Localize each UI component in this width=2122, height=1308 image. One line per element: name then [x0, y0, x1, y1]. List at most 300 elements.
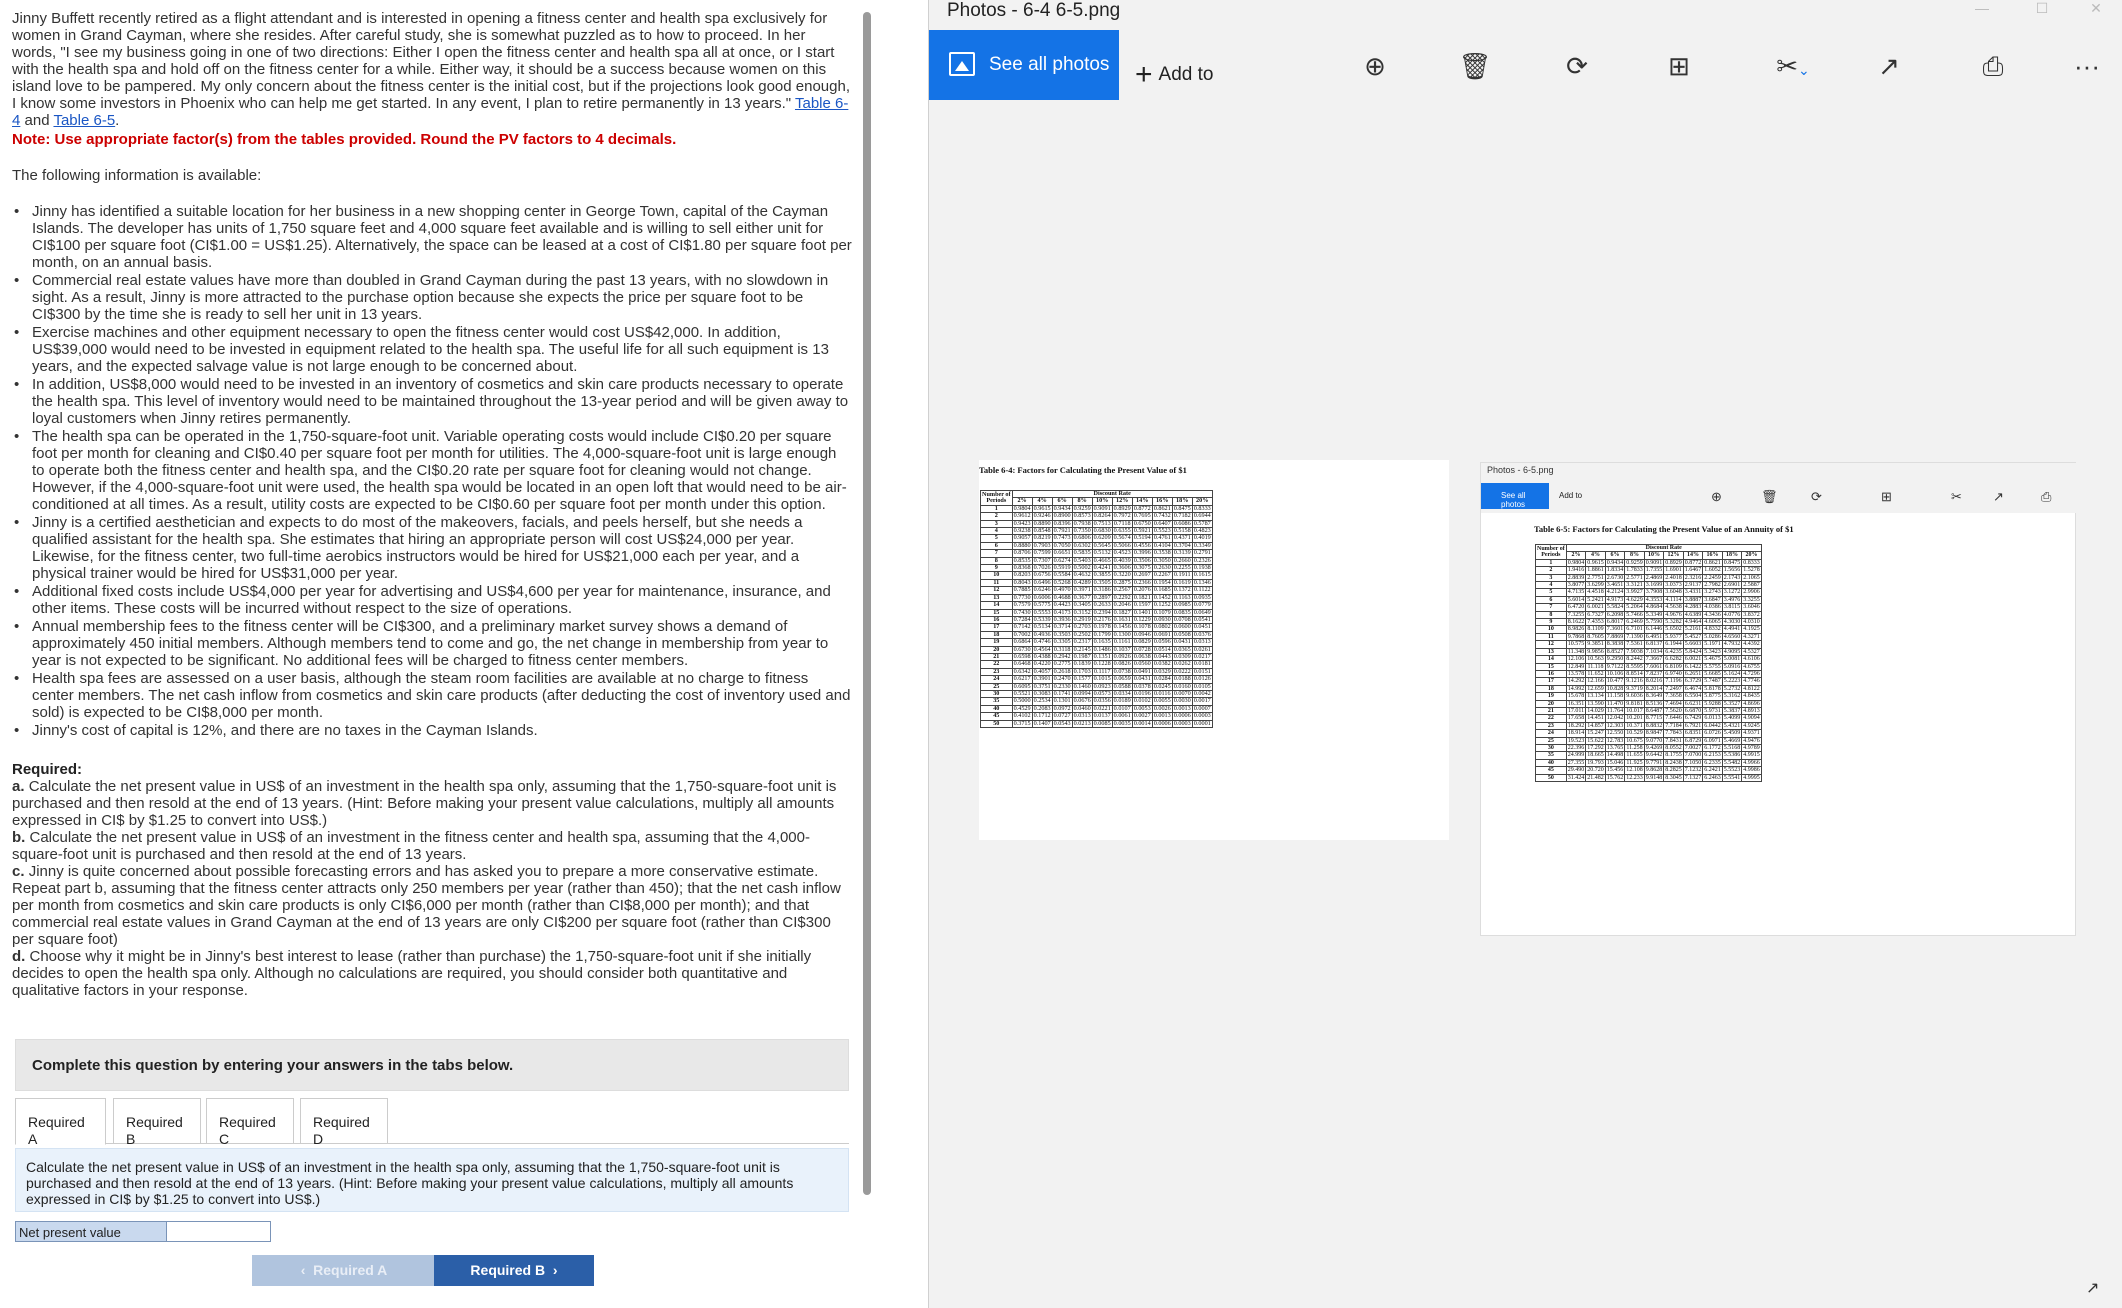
factor-cell: 4.9676	[1665, 611, 1682, 618]
factor-cell: 0.7432	[1153, 512, 1171, 520]
factor-cell: 0.1597	[1133, 601, 1151, 609]
table-row	[1536, 700, 1762, 707]
more-icon[interactable]: ···	[2074, 51, 2100, 81]
factor-cell: 0.4632	[1073, 571, 1091, 579]
chevron-right-icon: ›	[545, 1262, 558, 1278]
info-item: • Jinny is a certified aesthetician and expects to do most of the makeovers, facials, and peels herself, but she needs a qualified assistant for the health spa. She estimates that hiring an appropriate person will cost US$24,000 per year. Likewise, for the fitness center, two full-time aerobics instructors would be hired for US$21,000 each per year, and a physical trainer would be hired for US$31,000 per year.	[12, 514, 852, 582]
scroll-up-icon[interactable]	[862, 0, 872, 10]
factor-cell: 5.5386	[1723, 752, 1741, 759]
factor-cell: 0.9057	[1013, 534, 1031, 542]
factor-cell: 0.0014	[1133, 719, 1151, 727]
left-scrollbar[interactable]	[862, 0, 872, 1308]
factor-cell: 0.3704	[1173, 541, 1191, 549]
factor-cell: 0.4057	[1033, 667, 1051, 675]
factor-cell: 0.7921	[1053, 527, 1071, 535]
period-cell: 50	[1536, 774, 1567, 781]
factor-cell: 0.5787	[1193, 519, 1211, 527]
factor-cell: 13.578	[1567, 670, 1585, 677]
factor-cell: 0.3503	[1053, 630, 1071, 638]
factor-cell: 0.0070	[1173, 689, 1191, 697]
add-to-label: Add to	[1158, 64, 1214, 85]
factor-cell: 8.2825	[1665, 767, 1682, 774]
factor-cell: 0.0431	[1173, 638, 1191, 646]
factor-cell: 4.6065	[1704, 619, 1721, 626]
factor-cell: 0.0035	[1113, 719, 1131, 727]
factor-cell: 0.1712	[1033, 712, 1051, 720]
factor-cell: 15.247	[1587, 730, 1604, 737]
share-icon[interactable]: ↗	[1878, 51, 1900, 81]
factor-cell: 0.3118	[1053, 645, 1071, 653]
inner-zoom-icon[interactable]: ⊕	[1711, 489, 1722, 504]
inner-crop-icon[interactable]: ⊞	[1881, 489, 1892, 504]
factor-cell: 7.0700	[1684, 752, 1702, 759]
factor-cell: 0.8880	[1013, 541, 1031, 549]
factor-cell: 0.1229	[1133, 615, 1151, 623]
factor-cell: 6.7327	[1587, 611, 1604, 618]
table-row	[981, 676, 1213, 683]
factor-cell: 15.456	[1606, 767, 1624, 774]
inner-delete-icon[interactable]: 🗑	[1761, 489, 1778, 504]
factor-cell: 0.0196	[1133, 689, 1151, 697]
table-row	[1536, 633, 1762, 640]
factor-cell: 0.1685	[1153, 586, 1171, 594]
factor-cell: 10.371	[1626, 722, 1643, 729]
factor-cell: 0.5158	[1173, 527, 1191, 535]
factor-cell: 11.652	[1587, 670, 1604, 677]
problem-intro	[12, 10, 852, 148]
factor-cell: 0.2630	[1153, 564, 1171, 572]
period-cell: 2	[1536, 567, 1567, 574]
factor-cell: 6.2469	[1626, 619, 1643, 626]
factor-cell: 4.9915	[1743, 752, 1760, 759]
factor-cell: 4.4941	[1723, 626, 1741, 633]
factor-cell: 3.8115	[1723, 604, 1741, 611]
factor-cell: 0.6217	[1013, 675, 1031, 683]
inner-see-all-button[interactable]: See all photos	[1481, 483, 1549, 509]
period-cell: 22	[981, 661, 1013, 668]
factor-cell: 5.2161	[1684, 626, 1702, 633]
factor-cell: 4.1925	[1743, 626, 1760, 633]
table-6-5-link[interactable]: Table 6-5	[53, 112, 116, 129]
factor-cell: 5.0916	[1723, 663, 1741, 670]
rate-header: 10%	[1092, 498, 1112, 505]
rate-header: 12%	[1112, 498, 1132, 505]
factor-cell: 17.292	[1587, 744, 1604, 751]
factor-cell: 0.5066	[1113, 541, 1131, 549]
factor-cell: 14.292	[1567, 678, 1585, 685]
factor-cell: 0.8621	[1704, 559, 1721, 566]
factor-cell: 0.2618	[1053, 667, 1071, 675]
factor-cell: 12.303	[1606, 722, 1624, 729]
factor-cell: 0.5268	[1053, 578, 1071, 586]
minimize-icon[interactable]: —	[1975, 0, 1989, 16]
rate-header: 2%	[1012, 498, 1032, 505]
table-row	[1536, 693, 1762, 700]
factor-cell: 0.8706	[1013, 549, 1031, 557]
factor-cell: 0.4388	[1033, 652, 1051, 660]
factor-cell: 8.9847	[1645, 730, 1663, 737]
factor-cell: 5.3162	[1723, 693, 1741, 700]
factor-cell: 0.6342	[1013, 667, 1031, 675]
factor-cell: 3.6299	[1587, 582, 1604, 589]
factor-cell: 0.0596	[1153, 638, 1171, 646]
factor-cell: 4.5638	[1665, 604, 1682, 611]
table-row	[1536, 774, 1762, 781]
factor-cell: 11.258	[1626, 744, 1643, 751]
factor-cell: 0.8396	[1053, 519, 1071, 527]
inner-window-title: Photos - 6-5.png	[1481, 463, 2077, 475]
period-cell: 8	[981, 557, 1013, 564]
factor-cell: 2.1065	[1743, 574, 1760, 581]
inner-add-to-button[interactable]: Add to	[1559, 491, 1583, 500]
factor-cell: 2.8839	[1567, 574, 1585, 581]
close-icon[interactable]: ✕	[2090, 0, 2102, 16]
factor-cell: 0.9804	[1567, 559, 1585, 566]
period-cell: 5	[1536, 589, 1567, 596]
factor-cell: 7.9038	[1626, 648, 1643, 655]
factor-cell: 0.3139	[1173, 549, 1191, 557]
table-row	[1536, 574, 1762, 581]
factor-cell: 0.8573	[1073, 512, 1091, 520]
factor-cell: 0.2076	[1133, 586, 1151, 594]
factor-cell: 0.1079	[1153, 608, 1171, 616]
factor-cell: 0.0923	[1093, 682, 1111, 690]
factor-cell: 0.1987	[1073, 652, 1091, 660]
period-cell: 9	[981, 565, 1013, 572]
factor-cell: 0.0431	[1133, 675, 1151, 683]
factor-cell: 15.762	[1606, 774, 1624, 781]
period-cell: 1	[981, 505, 1013, 512]
period-cell: 10	[1536, 626, 1567, 633]
factor-cell: 7.3667	[1645, 656, 1663, 663]
factor-cell: 0.1460	[1073, 682, 1091, 690]
factor-cell: 8.1109	[1587, 626, 1604, 633]
factor-cell: 2.9906	[1743, 589, 1760, 596]
period-cell: 10	[981, 572, 1013, 579]
factor-cell: 5.5541	[1723, 774, 1741, 781]
factor-cell: 5.7487	[1704, 678, 1721, 685]
factor-cell: 0.0309	[1173, 652, 1191, 660]
factor-cell: 0.5674	[1113, 534, 1131, 542]
factor-cell: 0.2567	[1113, 586, 1131, 594]
factor-cell: 0.0691	[1153, 630, 1171, 638]
period-cell: 12	[981, 587, 1013, 594]
factor-cell: 17.011	[1567, 707, 1585, 714]
period-cell: 11	[981, 579, 1013, 586]
factor-cell: 0.2145	[1073, 645, 1091, 653]
rate-header: 10%	[1644, 552, 1664, 559]
factor-cell: 17.658	[1567, 715, 1585, 722]
factor-cell: 16.351	[1567, 700, 1585, 707]
required-section	[12, 761, 852, 999]
factor-cell: 0.9091	[1645, 559, 1663, 566]
factor-cell: 6.1944	[1665, 641, 1682, 648]
factor-cell: 5.2223	[1723, 678, 1741, 685]
factor-cell: 15.678	[1567, 693, 1585, 700]
edit-icon[interactable]: ✂⌄	[1776, 51, 1810, 81]
maximize-icon[interactable]: ☐	[2035, 0, 2049, 16]
table-6-4-link[interactable]: Table 6-4	[12, 95, 849, 129]
factor-cell: 9.6442	[1645, 752, 1663, 759]
factor-cell: 0.1839	[1073, 660, 1091, 668]
factor-cell: 0.0181	[1193, 660, 1211, 668]
factor-cell: 6.7101	[1626, 626, 1643, 633]
factor-cell: 7.6446	[1665, 715, 1682, 722]
rate-header: 14%	[1132, 498, 1152, 505]
factor-cell: 5.1624	[1723, 670, 1741, 677]
discount-rate-header: Discount Rate	[1012, 491, 1212, 498]
factor-cell: 0.6750	[1133, 519, 1151, 527]
factor-cell: 0.2292	[1113, 593, 1131, 601]
factor-cell: 0.0013	[1153, 712, 1171, 720]
factor-cell: 12.108	[1626, 767, 1643, 774]
factor-cell: 9.6036	[1626, 693, 1643, 700]
factor-cell: 0.3506	[1133, 556, 1151, 564]
factor-cell: 9.3851	[1587, 641, 1604, 648]
factor-cell: 18.665	[1587, 752, 1604, 759]
factor-cell: 0.6468	[1013, 660, 1031, 668]
factor-cell: 0.1228	[1093, 660, 1111, 668]
factor-cell: 0.1911	[1173, 571, 1191, 579]
npv-label: Net present value	[16, 1222, 166, 1241]
period-cell: 3	[1536, 574, 1567, 581]
factor-cell: 0.0160	[1173, 682, 1191, 690]
factor-cell: 4.0776	[1723, 611, 1741, 618]
factor-cell: 0.0829	[1133, 638, 1151, 646]
factor-cell: 0.7307	[1033, 556, 1051, 564]
factor-cell: 5.4527	[1684, 633, 1702, 640]
factor-cell: 8.1755	[1665, 752, 1682, 759]
factor-cell: 0.0514	[1153, 645, 1171, 653]
factor-cell: 0.6651	[1053, 549, 1071, 557]
factor-cell: 3.3255	[1743, 596, 1760, 603]
chevron-left-icon: ‹	[300, 1262, 314, 1278]
factor-cell: 0.9434	[1606, 559, 1624, 566]
factor-cell: 4.8332	[1704, 626, 1721, 633]
period-cell: 13	[981, 594, 1013, 601]
scroll-thumb[interactable]	[863, 12, 871, 1195]
factor-cell: 0.0994	[1073, 689, 1091, 697]
next-button[interactable]	[434, 1255, 594, 1286]
factor-cell: 6.0021	[1587, 604, 1604, 611]
factor-cell: 0.4220	[1033, 660, 1051, 668]
factor-cell: 2.4018	[1665, 574, 1682, 581]
factor-cell: 5.8775	[1704, 693, 1721, 700]
factor-cell: 11.158	[1606, 693, 1624, 700]
factor-cell: 0.1635	[1093, 638, 1111, 646]
rate-header: 16%	[1152, 498, 1172, 505]
factor-cell: 0.8219	[1033, 534, 1051, 542]
period-cell: 45	[981, 713, 1013, 720]
factor-cell: 0.0738	[1113, 667, 1131, 675]
crop-icon[interactable]: ⊞	[1668, 51, 1690, 81]
scroll-down-icon[interactable]	[862, 1296, 872, 1306]
npv-input[interactable]	[166, 1222, 270, 1241]
factor-cell: 4.2124	[1606, 589, 1624, 596]
factor-cell: 5.4099	[1723, 715, 1741, 722]
see-all-photos-button[interactable]	[929, 30, 1119, 100]
factor-cell: 6.8729	[1684, 737, 1702, 744]
factor-cell: 0.0213	[1073, 719, 1091, 727]
tab-required-b[interactable]: Required B	[113, 1098, 201, 1144]
factor-cell: 0.0222	[1173, 667, 1191, 675]
factor-cell: 0.4523	[1113, 549, 1131, 557]
factor-cell: 0.0061	[1113, 712, 1131, 720]
table-row	[1536, 678, 1762, 685]
factor-cell: 5.6502	[1665, 626, 1682, 633]
tab-required-a[interactable]: Required A	[15, 1098, 106, 1145]
factor-cell: 0.0573	[1093, 689, 1111, 697]
tab-required-d[interactable]: Required D	[300, 1098, 388, 1144]
factor-cell: 4.7746	[1743, 678, 1760, 685]
table-row	[1536, 767, 1762, 774]
factor-cell: 5.2732	[1723, 685, 1741, 692]
factor-cell: 6.7429	[1684, 715, 1702, 722]
question-pane	[0, 0, 862, 1308]
factor-cell: 7.4353	[1587, 619, 1604, 626]
factor-cell: 0.0600	[1173, 623, 1191, 631]
zoom-in-icon[interactable]: ⊕	[1364, 51, 1386, 81]
factor-cell: 0.1954	[1153, 578, 1171, 586]
info-item: • Health spa fees are assessed on a user basis, although the steam room facilities are available at no charge to fitness center members. The net cash inflow from cosmetics and skin care products (after deducting the cost of inventory used and sold) is expected to be CI$8,000 per month.	[12, 670, 852, 721]
expand-icon[interactable]: ↗	[2086, 1280, 2100, 1297]
table-row	[1536, 722, 1762, 729]
factor-cell: 0.7938	[1073, 519, 1091, 527]
factor-cell: 4.8696	[1743, 700, 1760, 707]
info-item: • The health spa can be operated in the 1,750-square-foot unit. Variable operating costs would include CI$0.20 per square foot per month for cleaning and CI$0.40 per square foot per month for utilities. The 4,000-square-foot unit is large enough to operate both the fitness center and health spa, and the CI$0.20 rate per square foot for cleaning would not change. However, if the 4,000-square-foot unit were used, the health spa would be located in an open loft that would need to be air-conditioned at all times. As a result, utility costs are expected to be CI$0.60 per square foot per month under this option.	[12, 428, 852, 513]
period-cell: 14	[981, 602, 1013, 609]
factor-cell: 11.118	[1587, 663, 1604, 670]
info-item: • Exercise machines and other equipment necessary to open the fitness center would cost US$42,000. In addition, US$39,000 would need to be invested in equipment related to the health spa. The useful life for all such equipment is 13 years, and the expected salvage value is not large enough to be concerned about.	[12, 324, 852, 375]
period-cell: 40	[981, 705, 1013, 712]
factor-cell: 0.1631	[1113, 615, 1131, 623]
factor-cell: 0.3186	[1093, 586, 1111, 594]
factor-cell: 0.5775	[1033, 601, 1051, 609]
factor-cell: 0.0779	[1193, 601, 1211, 609]
period-cell: 6	[1536, 596, 1567, 603]
factor-cell: 0.8621	[1153, 504, 1171, 512]
factor-cell: 8.7715	[1645, 715, 1663, 722]
required-items	[12, 778, 852, 999]
factor-cell: 0.1163	[1173, 593, 1191, 601]
rotate-icon[interactable]: ⟳	[1566, 51, 1588, 81]
factor-cell: 0.1827	[1113, 608, 1131, 616]
factor-cell: 2.6901	[1723, 582, 1741, 589]
period-cell: 6	[981, 542, 1013, 549]
factor-cell: 6.2651	[1684, 670, 1702, 677]
tab-required-c[interactable]: Required C	[206, 1098, 294, 1144]
factor-cell: 0.0027	[1133, 712, 1151, 720]
factor-cell: 3.4651	[1606, 582, 1624, 589]
factor-cell: 6.1446	[1645, 626, 1663, 633]
factor-cell: 0.4102	[1013, 712, 1031, 720]
factor-cell: 0.2326	[1193, 556, 1211, 564]
table-row	[1536, 685, 1762, 692]
factor-cell: 7.2497	[1665, 685, 1682, 692]
factor-cell: 0.3220	[1113, 571, 1131, 579]
factor-cell: 0.0930	[1153, 615, 1171, 623]
factor-cell: 0.5339	[1033, 615, 1051, 623]
period-cell: 45	[1536, 767, 1567, 774]
factor-cell: 4.8122	[1743, 685, 1760, 692]
factor-cell: 14.451	[1587, 715, 1604, 722]
factor-cell: 7.8869	[1606, 633, 1624, 640]
factor-cell: 3.6847	[1704, 596, 1721, 603]
factor-cell: 4.1114	[1665, 596, 1682, 603]
factor-cell: 0.8203	[1013, 571, 1031, 579]
factor-cell: 0.8333	[1193, 504, 1211, 512]
period-cell: 18	[1536, 685, 1567, 692]
factor-cell: 14.498	[1606, 752, 1624, 759]
factor-cell: 0.5921	[1133, 527, 1151, 535]
factor-cell: 6.1772	[1704, 744, 1721, 751]
table-row	[981, 639, 1213, 646]
add-to-button[interactable]	[1135, 30, 1213, 100]
inner-print-icon[interactable]: ⎙	[2041, 489, 2052, 504]
factor-cell: 8.3045	[1665, 774, 1682, 781]
factor-cell: 0.1252	[1153, 601, 1171, 609]
table-6-4	[980, 490, 1213, 728]
table-row	[981, 713, 1213, 720]
inner-rotate-icon[interactable]: ⟳	[1811, 489, 1822, 504]
factor-cell: 0.0334	[1113, 689, 1131, 697]
info-item: • Additional fixed costs include US$4,000 per year for advertising and US$4,600 per year for maintenance, insurance, and other items. These costs will be incurred without respect to the size of operations.	[12, 583, 852, 617]
prev-button[interactable]	[252, 1255, 436, 1286]
period-cell: 20	[981, 646, 1013, 653]
period-text: .	[115, 112, 120, 129]
factor-cell: 0.0826	[1113, 660, 1131, 668]
delete-icon[interactable]: 🗑	[1458, 51, 1492, 81]
factor-cell: 0.5645	[1093, 541, 1111, 549]
factor-cell: 2.3216	[1684, 574, 1702, 581]
factor-cell: 12.849	[1567, 663, 1585, 670]
period-cell: 17	[1536, 678, 1567, 685]
factor-cell: 0.3751	[1033, 682, 1051, 690]
factor-cell: 0.7026	[1033, 564, 1051, 572]
factor-cell: 4.3030	[1723, 619, 1741, 626]
table-6-5-title: Table 6-5: Factors for Calculating the Present Value of an Annuity of $1	[1534, 524, 1794, 534]
factor-cell: 0.8043	[1013, 578, 1031, 586]
factor-cell: 6.0021	[1684, 656, 1702, 663]
table-6-5	[1535, 544, 1762, 782]
inner-share-icon[interactable]: ↗	[1993, 489, 2004, 504]
factor-cell: 9.2950	[1606, 656, 1624, 663]
factor-cell: 0.0262	[1173, 660, 1191, 668]
print-icon[interactable]: ⎙	[1982, 51, 2004, 81]
period-cell: 21	[1536, 707, 1567, 714]
inner-edit-icon[interactable]: ✂	[1951, 489, 1962, 504]
factor-cell: 1.5656	[1723, 567, 1741, 574]
factor-cell: 0.0217	[1193, 652, 1211, 660]
factor-cell: 5.5482	[1723, 759, 1741, 766]
factor-cell: 13.765	[1606, 744, 1624, 751]
factor-cell: 11.348	[1567, 648, 1585, 655]
factor-cell: 0.7903	[1033, 541, 1051, 549]
factor-cell: 0.8475	[1723, 559, 1741, 566]
factor-cell: 8.1622	[1567, 619, 1585, 626]
factor-cell: 0.4970	[1053, 586, 1071, 594]
factor-cell: 0.0365	[1173, 645, 1191, 653]
factor-cell: 0.1346	[1193, 578, 1211, 586]
factor-cell: 7.7843	[1665, 730, 1682, 737]
factor-cell: 7.1034	[1645, 648, 1663, 655]
factor-cell: 0.6086	[1173, 519, 1191, 527]
factor-cell: 0.6598	[1013, 652, 1031, 660]
factor-cell: 0.2919	[1073, 615, 1091, 623]
factor-cell: 4.9245	[1743, 722, 1760, 729]
factor-cell: 0.0376	[1193, 630, 1211, 638]
factor-cell: 4.9094	[1743, 715, 1760, 722]
